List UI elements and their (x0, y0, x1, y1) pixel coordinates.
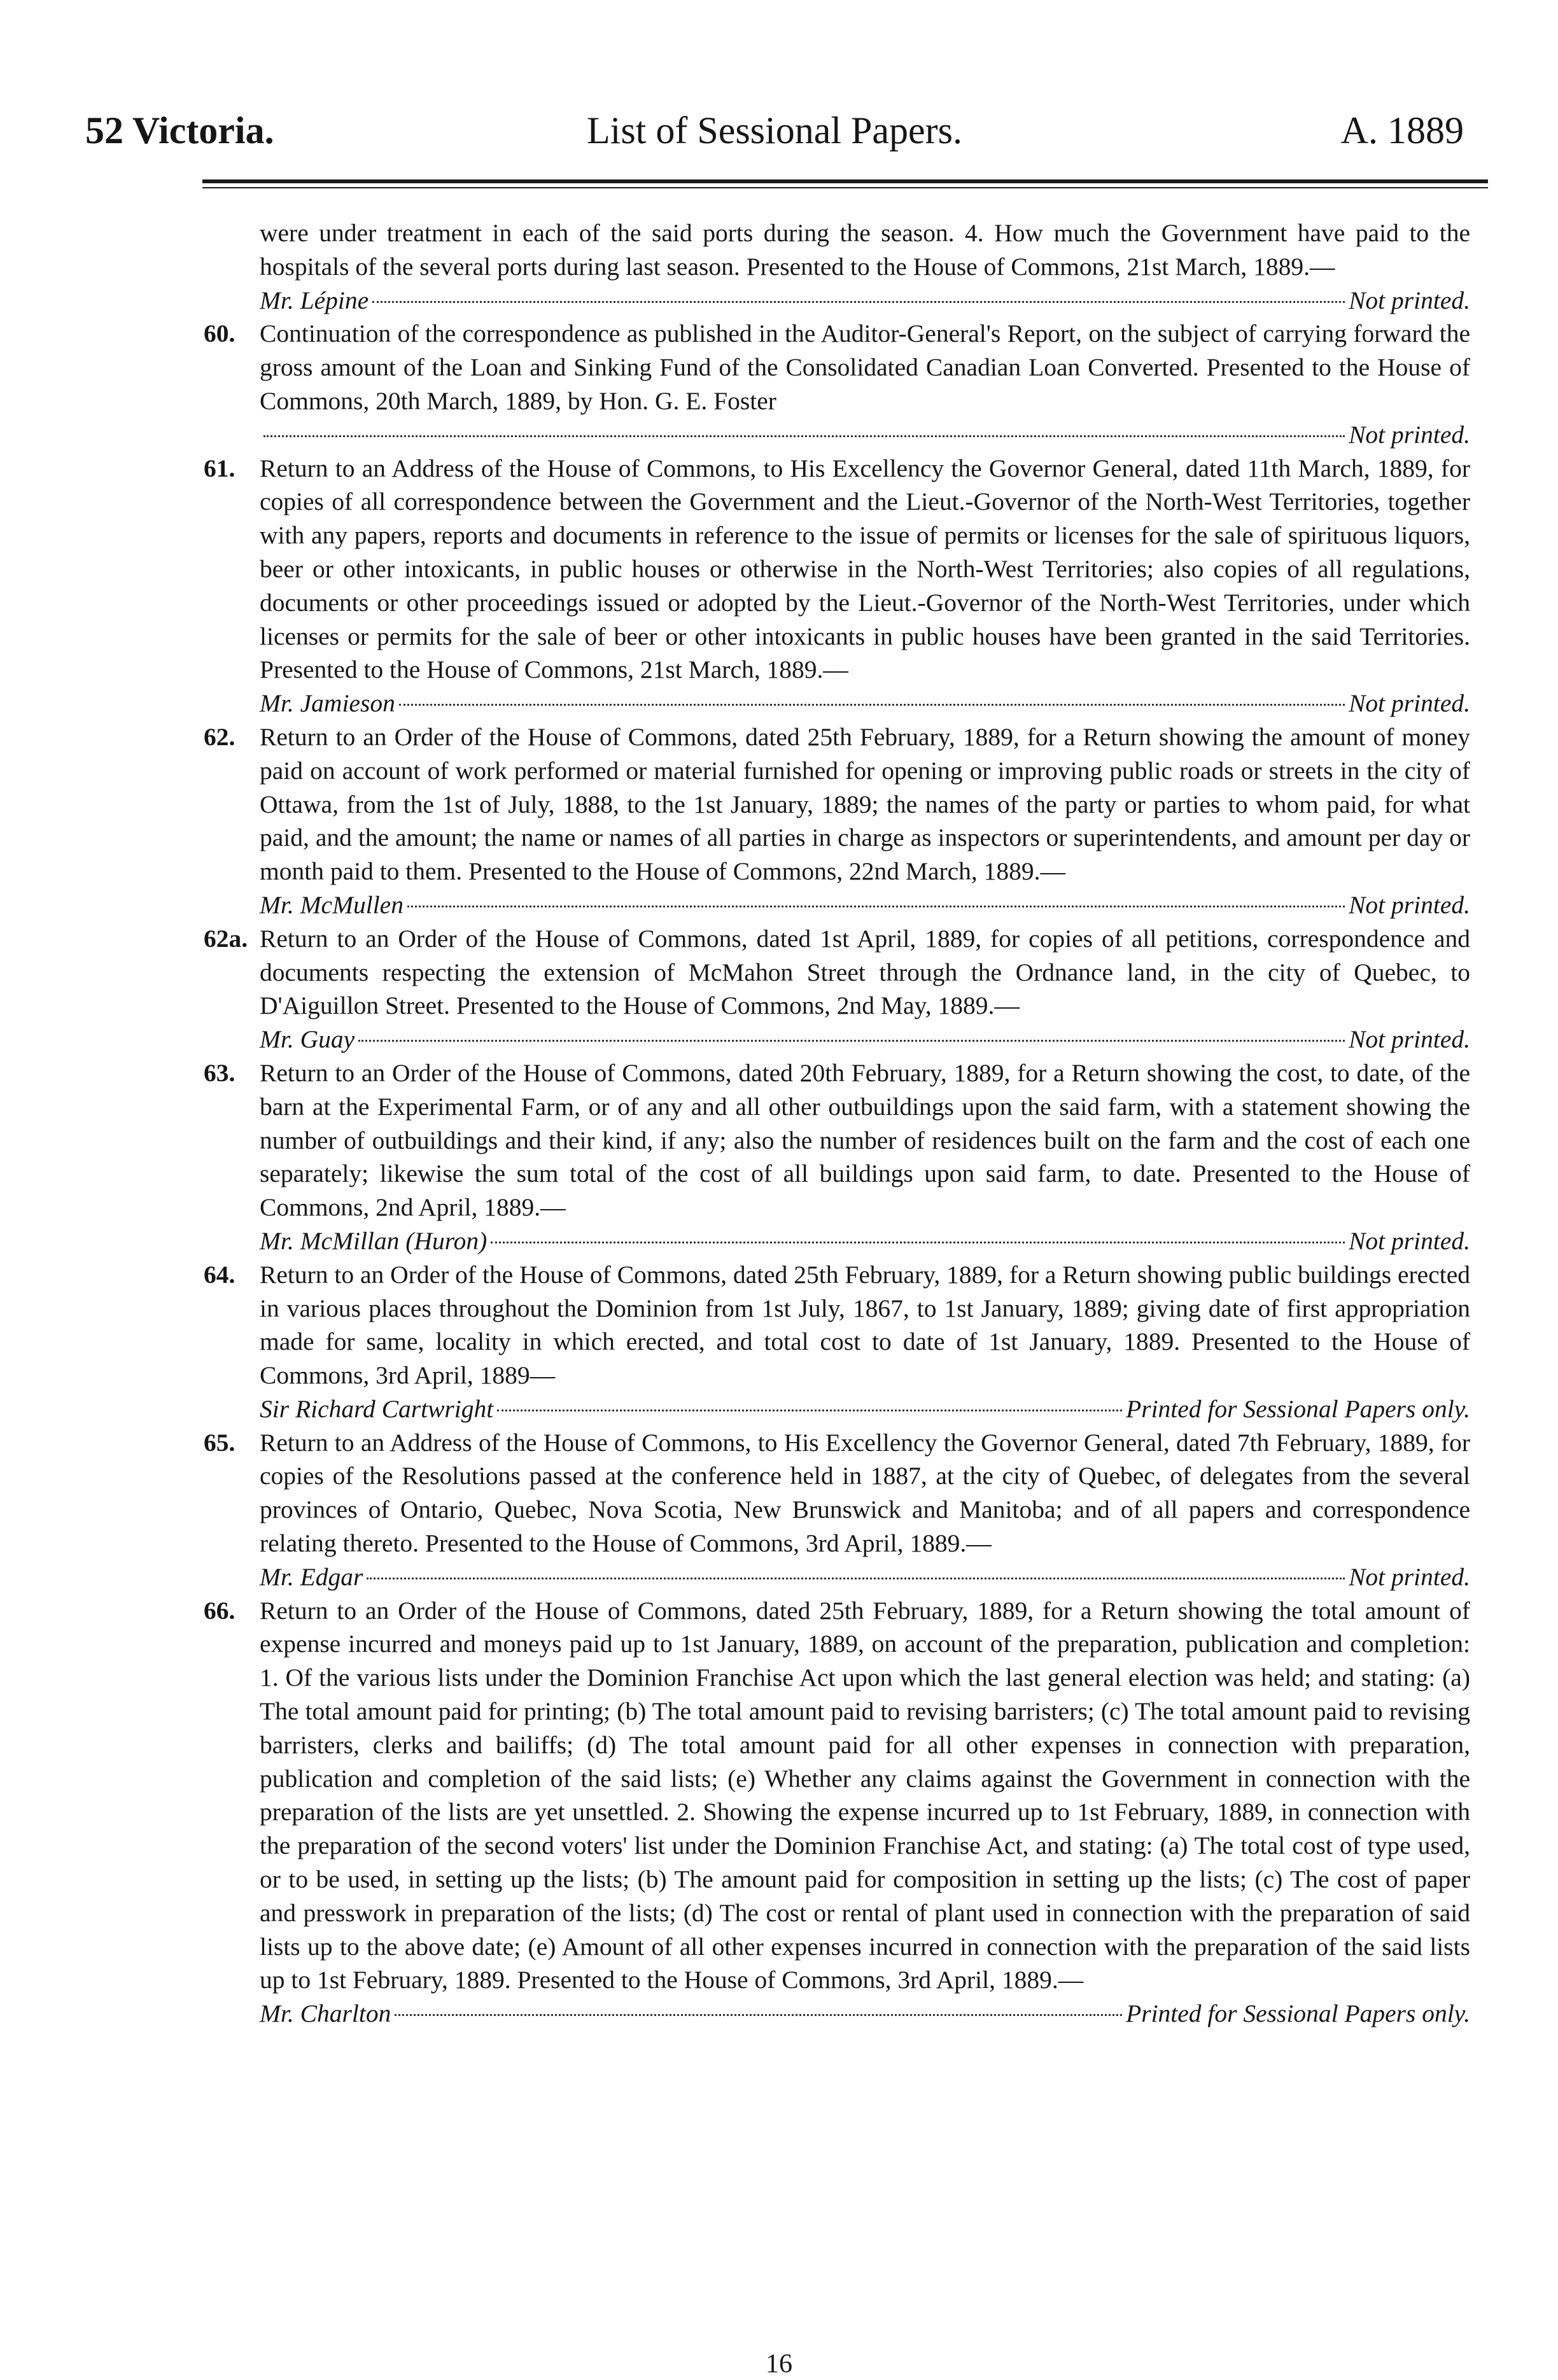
print-status: Not printed. (1349, 286, 1470, 314)
print-status: Not printed. (1349, 420, 1470, 449)
page-title: List of Sessional Papers. (587, 109, 962, 151)
session-number: A. 1889 (1340, 109, 1464, 151)
paper-description: were under treatment in each of the said ports during the season. 4. How much the Government have paid to the hospitals of the several ports during last season. Presented to the House of Commons, 21st March, 1889.— (260, 219, 1470, 281)
paper-entry (204, 452, 1470, 720)
dot-leader (407, 906, 1345, 907)
print-status: Not printed. (1349, 890, 1470, 919)
paper-description: Return to an Order of the House of Commons, dated 25th February, 1889, for a Return showing the total amount of expense incurred and moneys paid up to 1st January, 1889, on account of the preparation, publication and completion: 1. Of the various lists under the Dominion Franchise Act upon which the last general election was held; and stating: (a) The total amount paid for printing; (b) The total amount paid to revising barristers; (c) The total amount paid to revising barristers, clerks and bailiffs; (d) The total amount paid for all other expenses in connection with preparation, publication and completion of the said lists; (e) Whether any claims against the Government in connection with the preparation of the lists are yet unsettled. 2. Showing the expense incurred up to 1st February, 1889, in connection with the preparation of the second voters' list under the Dominion Franchise Act, and stating: (a) The total cost of type used, or to be used, in setting up the lists; (b) The amount paid for composition in setting up the lists; (c) The cost of paper and presswork in preparation of the lists; (d) The cost or rental of plant used in connection with the preparation of said lists up to the above date; (e) Amount of all other expenses incurred in connection with the preparation of the said lists up to 1st February, 1889. Presented to the House of Commons, 3rd April, 1889.— (260, 1596, 1470, 1994)
paper-mover: Mr. Jamieson (260, 689, 395, 718)
paper-number: 63. (204, 1058, 235, 1087)
paper-mover: Mr. Guay (260, 1025, 355, 1054)
entry-footer (260, 1023, 1470, 1056)
dot-leader (367, 1578, 1345, 1579)
print-status: Not printed. (1349, 1226, 1470, 1255)
dot-leader (399, 704, 1345, 706)
regnal-year: 52 Victoria. (85, 109, 274, 151)
paper-number: 62. (204, 722, 235, 751)
dot-leader (372, 301, 1345, 303)
paper-entry (204, 1056, 1470, 1258)
page-number: 16 (766, 2349, 792, 2379)
paper-description: Return to an Order of the House of Commons, dated 1st April, 1889, for copies of all petitions, correspondence and documents respecting the extension of McMahon Street through the Ordnance land, in the city of Quebec, to D'Aiguillon Street. Presented to the House of Commons, 2nd May, 1889.— (260, 924, 1470, 1020)
paper-mover: Mr. McMullen (260, 890, 404, 919)
entry-footer (260, 1560, 1470, 1594)
paper-mover: Mr. Edgar (260, 1562, 363, 1591)
paper-entry (260, 216, 1470, 317)
paper-entry (204, 1426, 1470, 1594)
entry-footer (260, 1224, 1470, 1258)
paper-mover: Mr. Lépine (260, 286, 369, 314)
dot-leader (263, 435, 1345, 437)
header-rule (202, 179, 1488, 183)
paper-number: 64. (204, 1260, 235, 1289)
entry-footer (260, 687, 1470, 720)
paper-entry (204, 922, 1470, 1056)
running-head (85, 102, 1464, 159)
paper-description: Return to an Order of the House of Commons, dated 25th February, 1889, for a Return showing the amount of money paid on account of work performed or material furnished for opening or improving public roads or streets in the city of Ottawa, from the 1st of July, 1888, to the 1st January, 1889; the names of the party or parties to whom paid, for what paid, and the amount; the name or names of all parties in charge as inspectors or superintendents, and amount per day or month paid to them. Presented to the House of Commons, 22nd March, 1889.— (260, 722, 1470, 886)
paper-mover: Sir Richard Cartwright (260, 1394, 494, 1423)
dot-leader (491, 1242, 1345, 1243)
entry-footer (260, 1392, 1470, 1426)
paper-description: Return to an Address of the House of Commons, to His Excellency the Governor General, dated 11th March, 1889, for copies of all correspondence between the Government and the Lieut.-Governor of the North-West Territories, together with any papers, reports and documents in reference to the issue of permits or licenses for the sale of spirituous liquors, beer or other intoxicants, in public houses or otherwise in the North-West Territories; also copies of all regulations, documents or other proceedings issued or adopted by the Lieut.-Governor of the North-West Territories, under which licenses or permits for the sale of beer or other intoxicants in public houses have been granted in the said Territories. Presented to the House of Commons, 21st March, 1889.— (260, 454, 1470, 684)
entry-footer (260, 1997, 1470, 2031)
paper-description: Continuation of the correspondence as published in the Auditor-General's Report, on the subject of carrying forward the gross amount of the Loan and Sinking Fund of the Consolidated Canadian Loan Converted. Presented to the House of Commons, 20th March, 1889, by Hon. G. E. Foster (260, 319, 1470, 415)
paper-entry (204, 317, 1470, 451)
paper-number: 66. (204, 1596, 235, 1625)
paper-mover: Mr. McMillan (Huron) (260, 1226, 488, 1255)
paper-description: Return to an Order of the House of Commons, dated 20th February, 1889, for a Return showing the cost, to date, of the barn at the Experimental Farm, or of any and all other outbuildings upon the said farm, with a statement showing the number of outbuildings and their kind, if any; also the number of residences built on the farm and the cost of each one separately; likewise the sum total of the cost of all buildings upon said farm, to date. Presented to the House of Commons, 2nd April, 1889.— (260, 1058, 1470, 1222)
print-status: Printed for Sessional Papers only. (1126, 1394, 1470, 1423)
paper-number: 61. (204, 454, 235, 482)
entry-footer (260, 284, 1470, 318)
print-status: Not printed. (1349, 1025, 1470, 1054)
print-status: Not printed. (1349, 689, 1470, 718)
paper-mover: Mr. Charlton (260, 1999, 391, 2028)
paper-description: Return to an Order of the House of Commons, dated 25th February, 1889, for a Return showing public buildings erected in various places throughout the Dominion from 1st July, 1867, to 1st January, 1889; giving date of first appropriation made for same, locality in which erected, and total cost to date of 1st January, 1889. Presented to the House of Commons, 3rd April, 1889— (260, 1260, 1470, 1390)
paper-description: Return to an Address of the House of Commons, to His Excellency the Governor General, dated 7th February, 1889, for copies of the Resolutions passed at the conference held in 1887, at the city of Quebec, of delegates from the several provinces of Ontario, Quebec, Nova Scotia, New Brunswick and Manitoba; and of all papers and correspondence relating thereto. Presented to the House of Commons, 3rd April, 1889.— (260, 1428, 1470, 1558)
paper-entry (204, 720, 1470, 922)
entry-footer (260, 418, 1470, 452)
paper-entry (204, 1594, 1470, 2031)
dot-leader (395, 2014, 1122, 2016)
dot-leader (358, 1040, 1345, 1042)
dot-leader (497, 1410, 1122, 1411)
paper-entry (204, 1258, 1470, 1426)
paper-number: 62a. (204, 924, 248, 953)
paper-number: 65. (204, 1428, 235, 1457)
header-rule-thin (202, 187, 1488, 188)
entry-footer (260, 888, 1470, 922)
paper-number: 60. (204, 319, 235, 348)
print-status: Printed for Sessional Papers only. (1126, 1999, 1470, 2028)
sessional-papers-list (204, 216, 1470, 2031)
print-status: Not printed. (1349, 1562, 1470, 1591)
